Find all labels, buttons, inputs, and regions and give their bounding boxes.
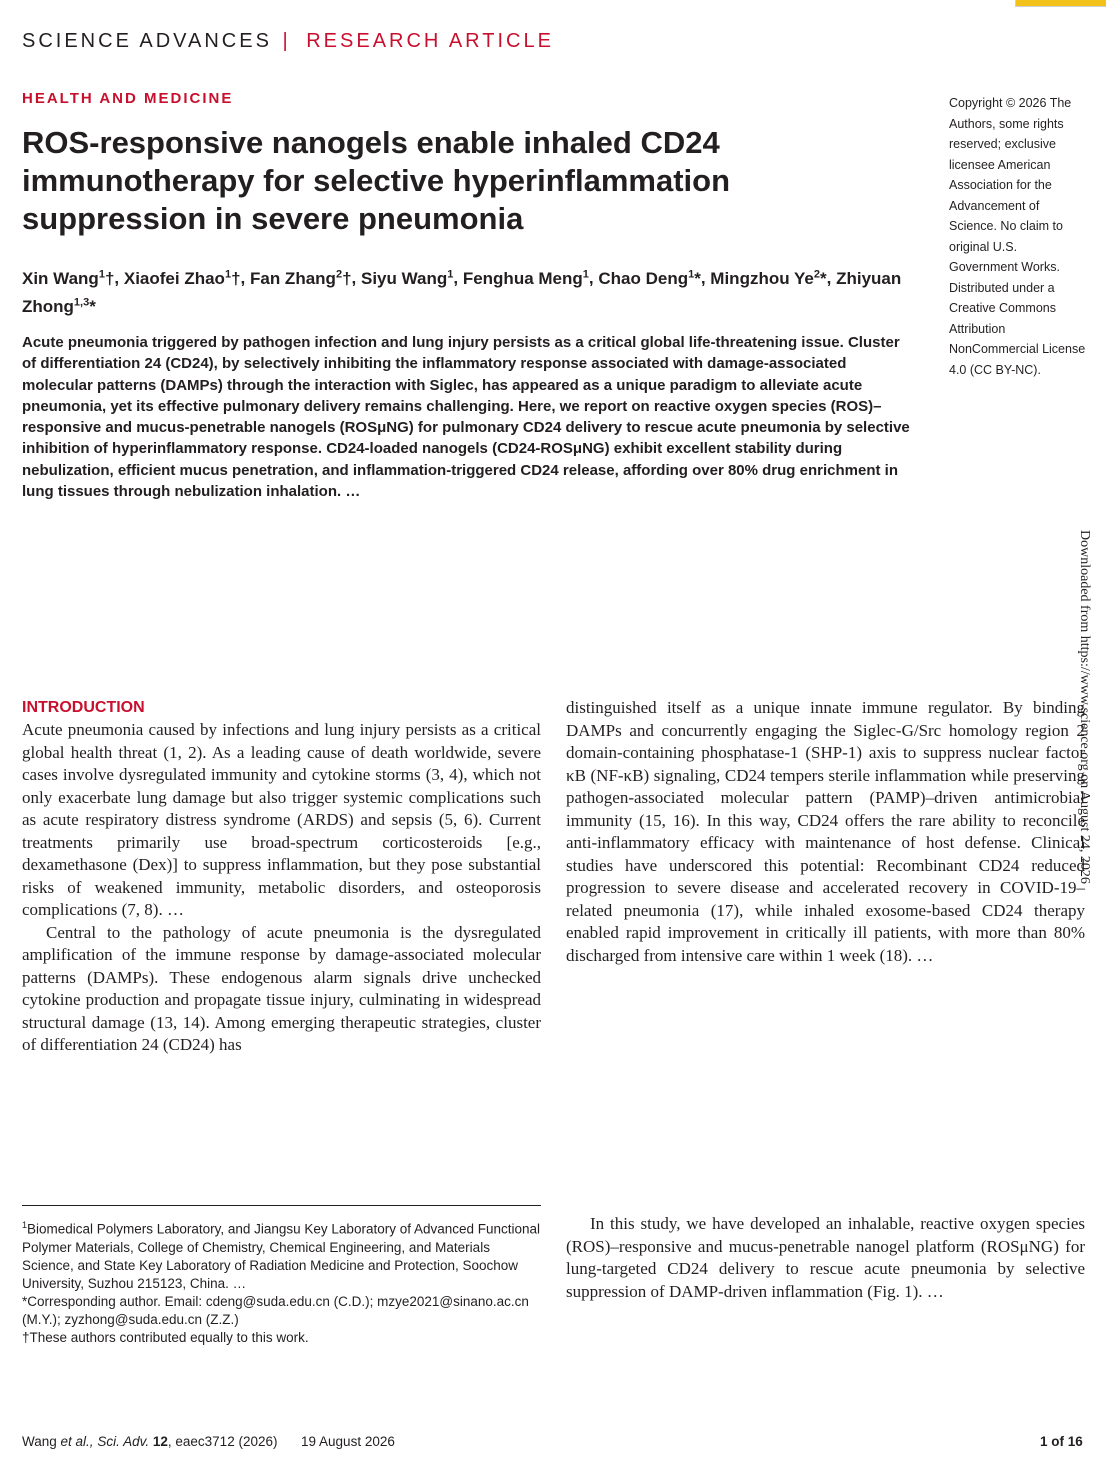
article-title: ROS-responsive nanogels enable inhaled CD24 immunotherapy for selective hyperinflammation suppression in severe pneumonia xyxy=(22,125,731,236)
author-affiliation-marker: 1 xyxy=(224,268,232,280)
section-tag: HEALTH AND MEDICINE xyxy=(22,90,234,107)
author: Zhiyuan Zhong$^{1,3}$* xyxy=(22,268,902,317)
citation-etal: et al., xyxy=(60,1434,94,1449)
affiliations-footnote xyxy=(22,1216,544,1293)
citation-authors: Wang xyxy=(22,1434,57,1449)
body-column-right-continued xyxy=(566,1213,1085,1303)
section-heading-introduction: INTRODUCTION xyxy=(22,699,145,716)
author: Chao Deng$^1$* xyxy=(598,268,701,288)
author-affiliation-marker: 1 xyxy=(447,268,454,280)
author: Xin Wang$^1$† xyxy=(22,268,115,288)
journal-header xyxy=(22,30,554,53)
page-number: 1 of 16 xyxy=(1040,1434,1083,1449)
author-affiliation-marker: 1,3 xyxy=(73,296,90,309)
author-affiliation-marker: 1 xyxy=(98,268,105,280)
author-list: Xin Wang$^1$†, Xiaofei Zhao$^1$†, Fan Zhang$^2$†, Siyu Wang$^1$, Fenghua Meng$^1$, Chao Deng$^1$*, Mingzhou Ye$^2$*, Zhiyuan Zhong$^{1,3}$* xyxy=(22,268,902,317)
author-affiliation-marker: 2 xyxy=(335,268,343,280)
citation-volume: 12 xyxy=(152,1434,168,1449)
author-affiliation-marker: 1 xyxy=(688,268,695,280)
download-stamp-text: Downloaded from https://www.science.org on August 24, 2026 xyxy=(1077,530,1092,884)
corner-tab xyxy=(1015,0,1106,7)
download-stamp xyxy=(1077,530,1106,884)
page-footer-citation xyxy=(22,1434,395,1449)
author: Mingzhou Ye$^2$* xyxy=(710,268,827,288)
author: Siyu Wang$^1$ xyxy=(360,268,454,288)
affiliations-text: Biomedical Polymers Laboratory, and Jiangsu Key Laboratory of Advanced Functional Polymer Materials, College of Chemistry, Chemical Engineering, and Materials Science, and State Key Laboratory of Radiation Medicine and Protection, Soochow University, Suzhou 215123, China. … xyxy=(22,1221,541,1291)
body-paragraph: In this study, we have developed an inhalable, reactive oxygen species (ROS)–responsive and mucus-penetrable nanogel platform (ROSμNG) for lung-targeted CD24 delivery to rescue acute pneumonia by selective suppression of DAMP-driven inflammation (Fig. 1). … xyxy=(566,1214,1085,1301)
citation-id: , eaec3712 (2026) xyxy=(167,1434,278,1449)
author: Fan Zhang$^2$† xyxy=(249,268,352,288)
corresponding-author-footnote: *Corresponding author. Email: cdeng@suda.edu.cn (C.D.); mzye2021@sinano.ac.cn (M.Y.); zyzhong@suda.edu.cn (Z.Z.) xyxy=(22,1293,529,1327)
journal-name: SCIENCE ADVANCES xyxy=(22,30,272,52)
copyright-notice: Copyright © 2026 The Authors, some rights reserved; exclusive licensee American Association for the Advancement of Science. No claim to original U.S. Government Works. Distributed under a Creative Commons Attribution NonCommercial License 4.0 (CC BY-NC). xyxy=(949,96,1086,377)
footnote-divider xyxy=(22,1205,541,1206)
body-paragraph: distinguished itself as a unique innate immune regulator. By binding DAMPs and concurrently engaging the Siglec-G/Src homology region 2 domain-containing phosphatase-1 (SHP-1) axis to suppress nuclear factor κB (NF-κB) signaling, CD24 tempers sterile inflammation while preserving pathogen-associated molecular pattern (PAMP)–driven antimicrobial immunity (15, 16). In this way, CD24 offers the rare ability to reconcile anti-inflammatory efficacy with maintenance of host defense. Clinical studies have underscored this potential: Recombinant CD24 reduced progression to severe disease and accelerated recovery in COVID-19–related pneumonia (17), while inhaled exosome-based CD24 therapy enabled rapid improvement in critically ill patients, with more than 80% discharged from intensive care within 1 week (18). … xyxy=(566,698,1085,965)
citation-date: 19 August 2026 xyxy=(301,1434,395,1449)
author: Xiaofei Zhao$^1$† xyxy=(123,268,241,288)
affiliation-marker: 1 xyxy=(22,1220,28,1230)
abstract: Acute pneumonia triggered by pathogen infection and lung injury persists as a critical global life-threatening issue. Cluster of differentiation 24 (CD24), by selectively inhibiting the inflammatory response associated with damage-associated molecular patterns (DAMPs) through the interaction with Siglec, has appeared as a unique paradigm to alleviate acute pneumonia, yet its effective pulmonary delivery remains challenging. Here, we report on reactive oxygen species (ROS)–responsive and mucus-penetrable nanogels (ROSμNG) for pulmonary CD24 delivery to rescue acute pneumonia by selective inhibition of hyperinflammatory response. CD24-loaded nanogels (CD24-ROSμNG) exhibit excellent stability during nebulization, efficient mucus penetration, and inflammation-triggered CD24 release, affording over 80% drug enrichment in lung tissues through nebulization inhalation. … xyxy=(22,334,910,501)
author-affiliation-marker: 2 xyxy=(813,268,820,280)
header-separator: | xyxy=(282,30,288,52)
footnotes xyxy=(22,1216,544,1347)
author: Fenghua Meng$^1$ xyxy=(462,268,589,288)
citation-journal: Sci. Adv. xyxy=(97,1434,150,1449)
author-affiliation-marker: 1 xyxy=(582,268,589,280)
body-paragraph: Central to the pathology of acute pneumonia is the dysregulated amplification of the immune response by damage-associated molecular patterns (DAMPs). These endogenous alarm signals drive unchecked cytokine production and propagate tissue injury, culminating in widespread structural damage (13, 14). Among emerging therapeutic strategies, cluster of differentiation 24 (CD24) has xyxy=(22,922,541,1054)
equal-contribution-footnote: †These authors contributed equally to this work. xyxy=(22,1329,309,1345)
body-column-left xyxy=(22,719,541,1057)
article-type: RESEARCH ARTICLE xyxy=(306,30,554,52)
body-column-right xyxy=(566,697,1085,967)
body-paragraph: Acute pneumonia caused by infections and lung injury persists as a critical global health threat (1, 2). As a leading cause of death worldwide, severe cases involve dysregulated immunity and cytokine storms (3, 4), which not only exacerbate lung damage but also trigger systemic complications such as acute respiratory distress syndrome (ARDS) and sepsis (5, 6). Current treatments primarily use broad-spectrum corticosteroids [e.g., dexamethasone (Dex)] to suppress inflammation, but they pose substantial risks of weakened immunity, metabolic disorders, and osteoporosis complications (7, 8). … xyxy=(22,720,541,919)
